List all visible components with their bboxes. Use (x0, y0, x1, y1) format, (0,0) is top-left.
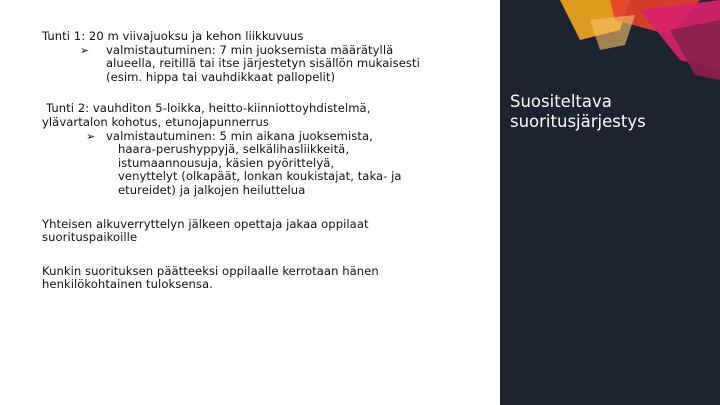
paragraph-2 (42, 265, 462, 292)
tunti2-heading-cont: ylävartalon kohotus, etunojapunnerrus (42, 114, 269, 129)
tunti1-heading: Tunti 1: 20 m viivajuoksu ja kehon liikkuvuus (42, 29, 304, 43)
slide-title-line-2: suoritusjärjestys (510, 112, 646, 131)
tunti1-bullet-text: valmistautuminen: 7 min juoksemista määrätyllä (106, 42, 394, 57)
paragraph-1-line-2: suorituspaikoille (42, 230, 138, 245)
tunti1-block (42, 30, 462, 84)
deco-light-shape (590, 15, 635, 50)
tunti2-bullet-cont-2: istumaannousuja, käsien pyörittelyä, (118, 155, 335, 170)
tunti1-bullet (42, 44, 462, 58)
tunti2-bullet-cont-1: haara-perushyppyjä, selkälihasliikkeitä, (118, 142, 350, 157)
decorative-shapes-icon (560, 0, 720, 80)
paragraph-1-line-1: Yhteisen alkuverryttelyn jälkeen opettaja jakaa oppilaat (42, 216, 369, 231)
tunti1-bullet-cont-1: alueella, reitillä tai itse järjestetyn sisällön mukaisesti (106, 56, 420, 71)
paragraph-2-line-2: henkilökohtainen tuloksensa. (42, 277, 213, 292)
slide-title (510, 92, 715, 132)
arrow-bullet-icon: ➢ (86, 129, 96, 143)
tunti1-bullet-cont-2: (esim. hippa tai vauhdikkaat pallopelit) (106, 69, 336, 84)
tunti2-block (42, 102, 462, 197)
paragraph-2-line-1: Kunkin suorituksen päätteeksi oppilaalle kerrotaan hänen (42, 263, 379, 278)
tunti2-bullet (42, 130, 462, 144)
tunti2-bullet-cont-4: etureidet) ja jalkojen heiluttelua (118, 182, 306, 197)
arrow-bullet-icon: ➢ (80, 43, 90, 57)
paragraph-1 (42, 218, 462, 245)
slide-title-line-1: Suositeltava (510, 92, 612, 111)
tunti2-heading: Tunti 2: vauhditon 5-loikka, heitto-kiinniottoyhdistelmä, (46, 101, 371, 116)
tunti2-bullet-cont-3: venyttelyt (olkapäät, lonkan koukistajat, taka- ja (118, 169, 402, 184)
slide-content (42, 30, 462, 292)
tunti2-bullet-text: valmistautuminen: 5 min aikana juoksemista, (106, 128, 373, 143)
